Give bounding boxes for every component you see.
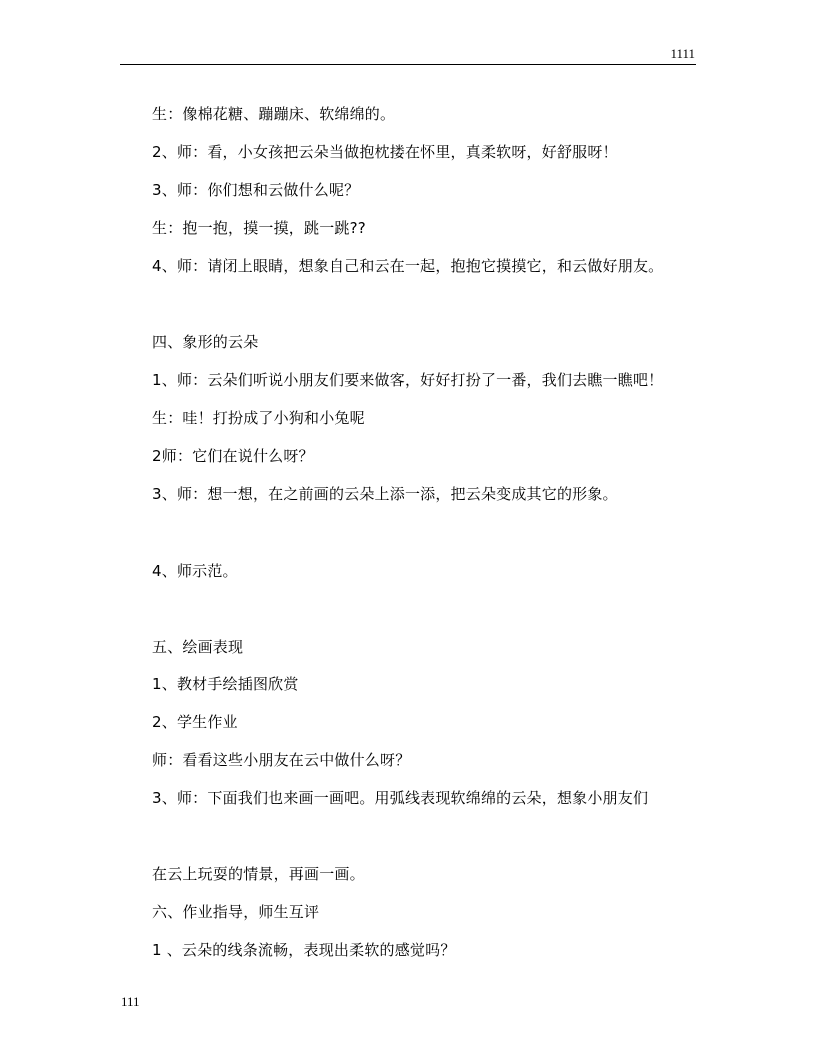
text-line: 1、教材手绘插图欣赏 bbox=[152, 675, 299, 693]
footer-page-number: 111 bbox=[121, 994, 140, 1009]
section-heading: 四、象形的云朵 bbox=[152, 333, 259, 351]
section-heading: 五、绘画表现 bbox=[152, 638, 244, 656]
text-line: 3、师：下面我们也来画一画吧。用弧线表现软绵绵的云朵，想象小朋友们 bbox=[152, 789, 649, 807]
text-line: 4、师示范。 bbox=[152, 562, 238, 580]
text-line: 3、师：想一想，在之前画的云朵上添一添，把云朵变成其它的形象。 bbox=[152, 485, 618, 503]
header-page-number: 1111 bbox=[670, 46, 695, 61]
text-line: 3、师：你们想和云做什么呢？ bbox=[152, 181, 360, 199]
header-divider bbox=[120, 64, 696, 65]
text-line: 生：哇！打扮成了小狗和小兔呢 bbox=[152, 409, 365, 427]
text-line: 生：抱一抱，摸一摸，跳一跳?? bbox=[152, 219, 366, 237]
text-line: 2师：它们在说什么呀？ bbox=[152, 447, 314, 465]
text-line: 生：像棉花糖、蹦蹦床、软绵绵的。 bbox=[152, 105, 396, 123]
text-line: 2、师：看，小女孩把云朵当做抱枕搂在怀里，真柔软呀，好舒服呀！ bbox=[152, 143, 618, 161]
text-line: 2、学生作业 bbox=[152, 713, 238, 731]
text-line: 1 、云朵的线条流畅，表现出柔软的感觉吗？ bbox=[152, 941, 456, 959]
text-line: 1、师：云朵们听说小朋友们要来做客，好好打扮了一番，我们去瞧一瞧吧！ bbox=[152, 371, 664, 389]
section-heading: 六、作业指导，师生互评 bbox=[152, 903, 320, 921]
text-line: 在云上玩耍的情景，再画一画。 bbox=[152, 865, 365, 883]
text-line: 4、师：请闭上眼睛，想象自己和云在一起，抱抱它摸摸它，和云做好朋友。 bbox=[152, 257, 664, 275]
text-line: 师：看看这些小朋友在云中做什么呀？ bbox=[152, 751, 411, 769]
